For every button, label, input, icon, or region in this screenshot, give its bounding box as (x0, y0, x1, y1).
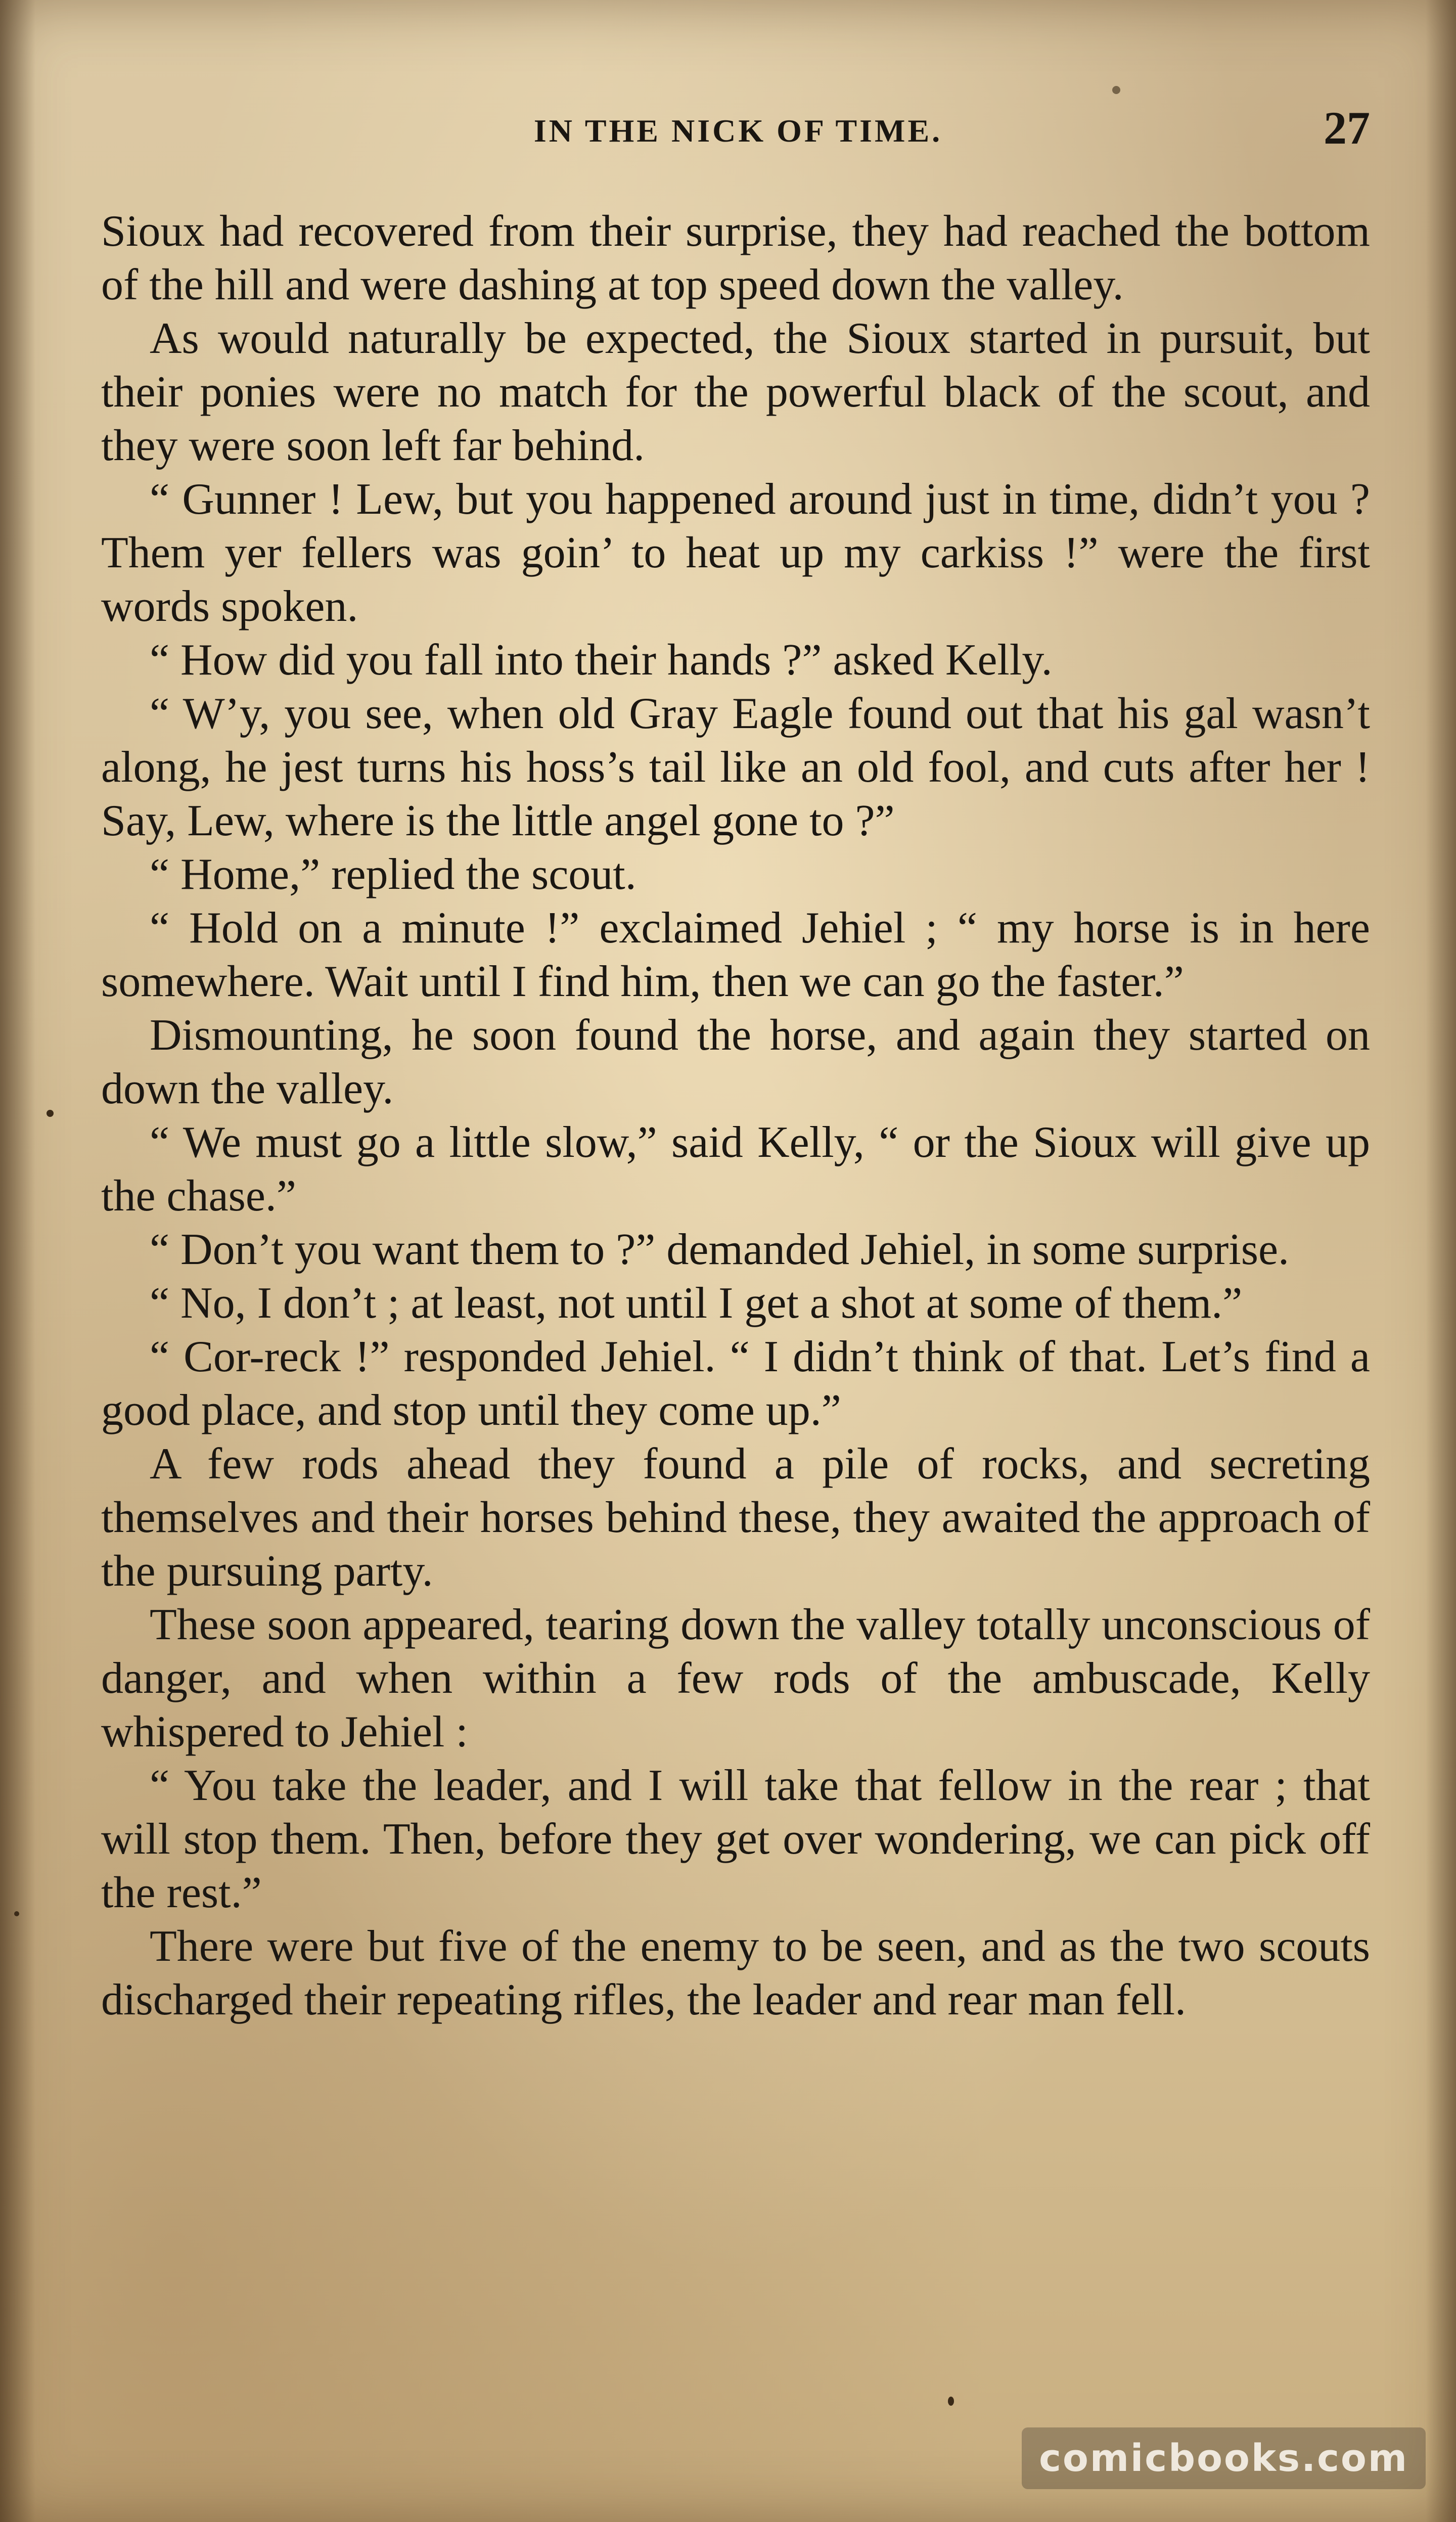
paragraph: A few rods ahead they found a pile of rocks, and secreting themselves and their horses behind these, they awaited the approach of the pursuing party. (101, 1439, 1370, 1596)
paragraph: “ Cor-reck !” responded Jehiel. “ I didn’t think of that. Let’s find a good place, and stop until they come up.” (101, 1332, 1370, 1435)
paragraph: “ W’y, you see, when old Gray Eagle found out that his gal wasn’t along, he jest turns his hoss’s tail like an old fool, and cuts after her ! Say, Lew, where is the little angel gone to ?” (101, 689, 1370, 845)
paragraph: “ Gunner ! Lew, but you happened around just in time, didn’t you ? Them yer fellers was goin’ to heat up my carkiss !” were the first words spoken. (101, 475, 1370, 631)
paragraph: As would naturally be expected, the Sioux started in pursuit, but their ponies were no match for the powerful black of the scout, and they were soon left far behind. (101, 314, 1370, 470)
running-title: IN THE NICK OF TIME. (533, 113, 943, 149)
page-number: 27 (1324, 102, 1370, 154)
paper-speck (1112, 86, 1120, 94)
page-header (101, 101, 1375, 157)
paragraph: These soon appeared, tearing down the valley totally unconscious of danger, and when within a few rods of the ambuscade, Kelly whispered to Jehiel : (101, 1600, 1370, 1757)
paragraph: Sioux had recovered from their surprise, they had reached the bottom of the hill and were dashing at top speed down the valley. (101, 207, 1370, 309)
paragraph: “ You take the leader, and I will take that fellow in the rear ; that will stop them. Then, before they get over wondering, we can pick off the rest.” (101, 1761, 1370, 1917)
paper-speck (948, 2397, 954, 2406)
paragraph: “ Don’t you want them to ?” demanded Jehiel, in some surprise. (150, 1225, 1290, 1274)
paragraph: “ Hold on a minute !” exclaimed Jehiel ; “ my horse is in here somewhere. Wait until I find him, then we can go the faster.” (101, 904, 1370, 1006)
body-text (101, 205, 1370, 2027)
paper-speck (14, 1911, 19, 1916)
paragraph: “ No, I don’t ; at least, not until I get a shot at some of them.” (150, 1279, 1243, 1328)
paragraph: There were but five of the enemy to be seen, and as the two scouts discharged their repeating rifles, the leader and rear man fell. (101, 1922, 1370, 2024)
paper-speck (47, 1110, 54, 1117)
watermark-logo: comicbooks.com (1022, 2427, 1426, 2489)
paragraph: Dismounting, he soon found the horse, and again they started on down the valley. (101, 1011, 1370, 1113)
paragraph: “ How did you fall into their hands ?” asked Kelly. (150, 636, 1053, 685)
page-shadow-right (1426, 0, 1456, 2522)
paragraph: “ We must go a little slow,” said Kelly, “ or the Sioux will give up the chase.” (101, 1118, 1370, 1221)
page-shadow-left (0, 0, 35, 2522)
paragraph: “ Home,” replied the scout. (150, 850, 636, 899)
